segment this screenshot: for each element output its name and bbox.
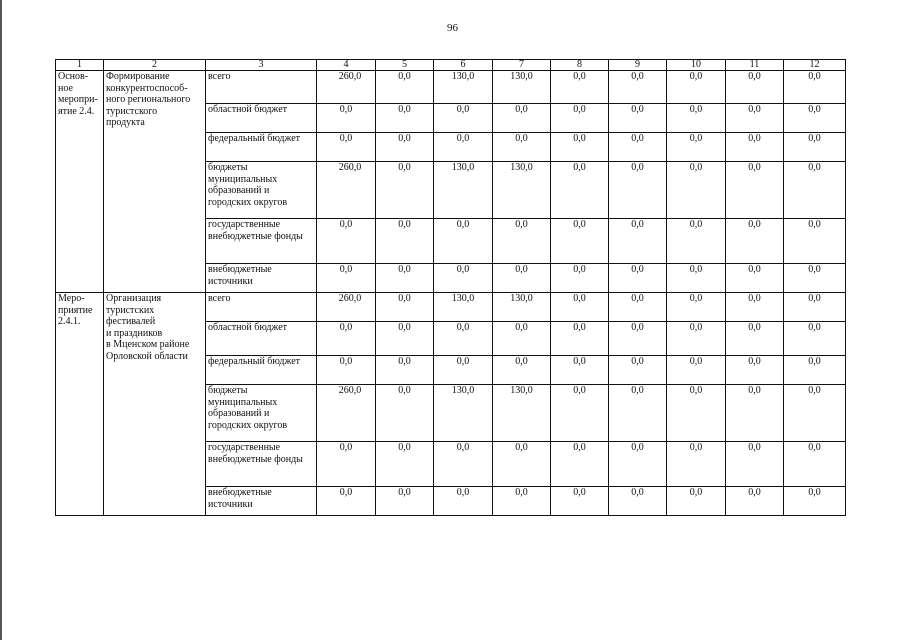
value-cell <box>493 133 551 162</box>
value-cell <box>551 104 609 133</box>
value-text: 0,0 <box>689 322 703 333</box>
value-cell <box>493 322 551 356</box>
funding-source: областной бюджет <box>206 322 317 356</box>
value-cell <box>551 162 609 219</box>
value-cell <box>609 133 667 162</box>
value-text: 0,0 <box>573 322 586 333</box>
value-text: 0,0 <box>456 356 470 367</box>
value-text: 0,0 <box>515 104 528 115</box>
value-cell <box>551 133 609 162</box>
value-cell <box>551 293 609 322</box>
value-cell <box>667 356 726 385</box>
value-text: 0,0 <box>748 356 761 367</box>
col-header: 2 <box>104 60 206 71</box>
activity-name-line: фестивалей <box>106 316 156 327</box>
value-cell <box>726 71 784 104</box>
value-cell <box>609 487 667 516</box>
value-cell <box>609 385 667 442</box>
value-text: 0,0 <box>339 104 353 115</box>
value-text: 0,0 <box>573 293 586 304</box>
col-header: 7 <box>493 60 551 71</box>
value-cell <box>609 219 667 264</box>
activity-code-line: ятие 2.4. <box>58 105 95 117</box>
activity-name-line: конкурентоспособ- <box>106 82 188 94</box>
value-text: 0,0 <box>808 487 821 498</box>
value-cell <box>376 293 434 322</box>
activity-code-line: 2.4.1. <box>58 316 81 327</box>
page-edge-line <box>0 0 2 640</box>
value-text: 0,0 <box>573 162 586 173</box>
value-cell <box>609 442 667 487</box>
value-cell <box>317 162 376 219</box>
value-cell <box>317 442 376 487</box>
value-cell <box>493 162 551 219</box>
value-text: 0,0 <box>689 442 703 453</box>
table-body <box>56 60 846 516</box>
value-text: 0,0 <box>748 442 761 453</box>
value-cell <box>784 385 846 442</box>
value-cell <box>317 219 376 264</box>
value-cell <box>434 293 493 322</box>
value-text: 0,0 <box>398 219 411 230</box>
value-text: 0,0 <box>748 322 761 333</box>
value-text: 130,0 <box>451 71 475 82</box>
page-number: 96 <box>447 22 458 34</box>
value-cell <box>376 219 434 264</box>
funding-source: областной бюджет <box>206 104 317 133</box>
value-text: 0,0 <box>398 133 411 144</box>
table-row <box>56 71 846 104</box>
value-text: 0,0 <box>689 71 703 82</box>
value-cell <box>784 293 846 322</box>
funding-source: всего <box>206 71 317 104</box>
value-text: 0,0 <box>515 219 528 230</box>
value-text: 0,0 <box>631 264 644 275</box>
value-cell <box>434 133 493 162</box>
value-text: 0,0 <box>748 219 761 230</box>
value-cell <box>493 71 551 104</box>
value-cell <box>551 322 609 356</box>
value-cell <box>726 162 784 219</box>
value-text: 130,0 <box>510 71 533 82</box>
value-text: 0,0 <box>339 442 353 453</box>
value-cell <box>784 356 846 385</box>
value-cell <box>376 322 434 356</box>
value-text: 0,0 <box>515 322 528 333</box>
activity-name <box>104 293 206 516</box>
value-cell <box>551 385 609 442</box>
value-cell <box>726 264 784 293</box>
value-text: 0,0 <box>515 487 528 498</box>
value-text: 0,0 <box>515 264 528 275</box>
value-cell <box>376 71 434 104</box>
value-text: 0,0 <box>808 264 821 275</box>
value-text: 0,0 <box>398 104 411 115</box>
activity-name-line: туристских <box>106 304 155 316</box>
value-cell <box>784 133 846 162</box>
value-cell <box>434 264 493 293</box>
value-cell <box>784 264 846 293</box>
value-cell <box>667 293 726 322</box>
value-text: 0,0 <box>573 356 586 367</box>
value-text: 0,0 <box>748 104 761 115</box>
value-cell <box>317 104 376 133</box>
funding-source: государственные внебюджетные фонды <box>206 442 317 487</box>
value-cell <box>784 322 846 356</box>
value-text: 0,0 <box>339 264 353 275</box>
value-text: 0,0 <box>748 133 761 144</box>
value-text: 0,0 <box>689 487 703 498</box>
value-cell <box>726 356 784 385</box>
value-cell <box>667 219 726 264</box>
value-cell <box>784 442 846 487</box>
funding-source: федеральный бюджет <box>206 133 317 162</box>
value-text: 0,0 <box>631 71 644 82</box>
value-text: 0,0 <box>339 219 353 230</box>
value-cell <box>376 133 434 162</box>
value-text: 260,0 <box>338 385 362 396</box>
value-cell <box>317 133 376 162</box>
value-text: 0,0 <box>631 385 644 396</box>
value-text: 0,0 <box>573 442 586 453</box>
value-cell <box>317 356 376 385</box>
value-text: 0,0 <box>689 133 703 144</box>
value-cell <box>317 71 376 104</box>
value-cell <box>726 385 784 442</box>
value-cell <box>551 219 609 264</box>
value-cell <box>667 385 726 442</box>
value-cell <box>726 322 784 356</box>
value-cell <box>376 264 434 293</box>
value-text: 0,0 <box>689 293 703 304</box>
value-text: 0,0 <box>631 133 644 144</box>
value-text: 0,0 <box>808 162 821 173</box>
col-header: 12 <box>784 60 846 71</box>
value-cell <box>667 442 726 487</box>
activity-name <box>104 71 206 293</box>
value-cell <box>434 322 493 356</box>
value-text: 0,0 <box>748 71 761 82</box>
value-cell <box>784 162 846 219</box>
value-cell <box>434 219 493 264</box>
value-cell <box>493 385 551 442</box>
activity-name-line: Формирование <box>106 71 170 82</box>
value-text: 260,0 <box>338 71 362 82</box>
col-header: 8 <box>551 60 609 71</box>
value-cell <box>493 104 551 133</box>
activity-name-line: Орловской области <box>106 350 188 362</box>
value-text: 0,0 <box>689 162 703 173</box>
value-cell <box>784 104 846 133</box>
value-text: 0,0 <box>456 487 470 498</box>
value-cell <box>726 442 784 487</box>
activity-name-line: Организация <box>106 293 162 304</box>
value-text: 0,0 <box>631 162 644 173</box>
value-cell <box>609 322 667 356</box>
value-text: 0,0 <box>339 322 353 333</box>
value-text: 0,0 <box>573 104 586 115</box>
value-cell <box>667 104 726 133</box>
value-text: 0,0 <box>748 162 761 173</box>
value-text: 0,0 <box>339 133 353 144</box>
col-header: 1 <box>56 60 104 71</box>
value-text: 0,0 <box>456 133 470 144</box>
activity-code <box>56 71 104 293</box>
value-cell <box>726 133 784 162</box>
value-text: 0,0 <box>573 71 586 82</box>
value-cell <box>317 487 376 516</box>
value-text: 0,0 <box>631 356 644 367</box>
value-text: 130,0 <box>451 162 475 173</box>
value-cell <box>667 487 726 516</box>
value-text: 0,0 <box>808 104 821 115</box>
activity-code-line: приятие <box>58 304 93 316</box>
value-cell <box>493 487 551 516</box>
value-text: 0,0 <box>573 264 586 275</box>
value-text: 0,0 <box>689 385 703 396</box>
value-text: 0,0 <box>456 219 470 230</box>
value-text: 0,0 <box>398 264 411 275</box>
table-row <box>56 293 846 322</box>
value-cell <box>609 356 667 385</box>
activity-code-line: Основ- <box>58 71 89 82</box>
col-header: 3 <box>206 60 317 71</box>
col-header: 11 <box>726 60 784 71</box>
value-text: 0,0 <box>515 442 528 453</box>
funding-source: бюджеты муниципальных образований и городских округов <box>206 162 317 219</box>
col-header: 10 <box>667 60 726 71</box>
activity-code-line: ное <box>58 82 73 94</box>
value-text: 0,0 <box>398 162 411 173</box>
funding-source: бюджеты муниципальных образований и городских округов <box>206 385 317 442</box>
value-cell <box>376 162 434 219</box>
value-text: 260,0 <box>338 293 362 304</box>
value-cell <box>434 487 493 516</box>
value-text: 0,0 <box>398 442 411 453</box>
value-text: 0,0 <box>573 219 586 230</box>
value-text: 0,0 <box>631 104 644 115</box>
value-cell <box>667 322 726 356</box>
value-text: 0,0 <box>456 264 470 275</box>
value-cell <box>551 71 609 104</box>
value-cell <box>434 442 493 487</box>
value-text: 130,0 <box>510 293 533 304</box>
activity-code-line: меропри- <box>58 94 98 105</box>
value-text: 0,0 <box>808 219 821 230</box>
value-text: 0,0 <box>808 442 821 453</box>
value-text: 0,0 <box>689 219 703 230</box>
funding-source: внебюджетные источники <box>206 487 317 516</box>
value-text: 0,0 <box>456 104 470 115</box>
value-cell <box>434 356 493 385</box>
col-header: 6 <box>434 60 493 71</box>
value-cell <box>609 264 667 293</box>
value-cell <box>609 71 667 104</box>
value-cell <box>317 322 376 356</box>
value-text: 0,0 <box>689 264 703 275</box>
value-text: 0,0 <box>808 356 821 367</box>
activity-code <box>56 293 104 516</box>
value-text: 0,0 <box>398 71 411 82</box>
value-text: 0,0 <box>398 322 411 333</box>
activity-name-line: в Мценском районе <box>106 339 190 350</box>
value-cell <box>434 71 493 104</box>
value-cell <box>493 219 551 264</box>
value-text: 0,0 <box>398 293 411 304</box>
value-text: 0,0 <box>631 322 644 333</box>
value-text: 130,0 <box>510 162 533 173</box>
value-text: 0,0 <box>689 104 703 115</box>
funding-source: всего <box>206 293 317 322</box>
value-text: 130,0 <box>451 385 475 396</box>
value-text: 130,0 <box>451 293 475 304</box>
value-text: 0,0 <box>631 442 644 453</box>
value-text: 0,0 <box>339 356 353 367</box>
value-text: 0,0 <box>748 293 761 304</box>
value-cell <box>493 442 551 487</box>
value-cell <box>434 385 493 442</box>
value-text: 0,0 <box>808 133 821 144</box>
value-cell <box>317 264 376 293</box>
value-text: 0,0 <box>631 487 644 498</box>
value-cell <box>551 487 609 516</box>
value-text: 260,0 <box>338 162 362 173</box>
header-row <box>56 60 846 71</box>
value-cell <box>493 356 551 385</box>
value-cell <box>376 104 434 133</box>
value-cell <box>784 219 846 264</box>
value-cell <box>667 133 726 162</box>
value-cell <box>784 71 846 104</box>
activity-name-line: продукта <box>106 117 145 128</box>
funding-source: внебюджетные источники <box>206 264 317 293</box>
value-text: 0,0 <box>689 356 703 367</box>
value-text: 0,0 <box>808 322 821 333</box>
value-text: 0,0 <box>573 487 586 498</box>
activity-name-line: ного регионального <box>106 94 191 105</box>
value-cell <box>551 442 609 487</box>
value-cell <box>434 162 493 219</box>
value-cell <box>609 162 667 219</box>
value-cell <box>434 104 493 133</box>
value-cell <box>784 487 846 516</box>
value-text: 130,0 <box>510 385 533 396</box>
activity-code-line: Меро- <box>58 293 85 304</box>
value-cell <box>317 293 376 322</box>
value-text: 0,0 <box>456 322 470 333</box>
value-text: 0,0 <box>573 385 586 396</box>
value-text: 0,0 <box>631 219 644 230</box>
value-cell <box>376 442 434 487</box>
value-text: 0,0 <box>515 133 528 144</box>
col-header: 5 <box>376 60 434 71</box>
col-header: 4 <box>317 60 376 71</box>
value-cell <box>376 487 434 516</box>
value-text: 0,0 <box>748 385 761 396</box>
value-text: 0,0 <box>748 487 761 498</box>
value-cell <box>726 219 784 264</box>
value-cell <box>667 71 726 104</box>
value-cell <box>667 162 726 219</box>
value-cell <box>726 104 784 133</box>
value-text: 0,0 <box>573 133 586 144</box>
value-cell <box>493 264 551 293</box>
value-cell <box>551 264 609 293</box>
activity-name-line: и праздников <box>106 327 163 339</box>
activity-name-line: туристского <box>106 105 158 117</box>
value-text: 0,0 <box>808 293 821 304</box>
value-cell <box>493 293 551 322</box>
value-text: 0,0 <box>398 356 411 367</box>
value-text: 0,0 <box>456 442 470 453</box>
value-text: 0,0 <box>808 385 821 396</box>
value-cell <box>726 487 784 516</box>
value-cell <box>551 356 609 385</box>
value-text: 0,0 <box>398 385 411 396</box>
value-text: 0,0 <box>339 487 353 498</box>
funding-source: государственные внебюджетные фонды <box>206 219 317 264</box>
funding-source: федеральный бюджет <box>206 356 317 385</box>
value-text: 0,0 <box>515 356 528 367</box>
value-cell <box>376 385 434 442</box>
value-text: 0,0 <box>398 487 411 498</box>
value-cell <box>667 264 726 293</box>
value-cell <box>609 293 667 322</box>
value-text: 0,0 <box>748 264 761 275</box>
value-cell <box>317 385 376 442</box>
col-header: 9 <box>609 60 667 71</box>
value-text: 0,0 <box>808 71 821 82</box>
value-text: 0,0 <box>631 293 644 304</box>
value-cell <box>376 356 434 385</box>
value-cell <box>726 293 784 322</box>
budget-table <box>55 59 846 516</box>
value-cell <box>609 104 667 133</box>
